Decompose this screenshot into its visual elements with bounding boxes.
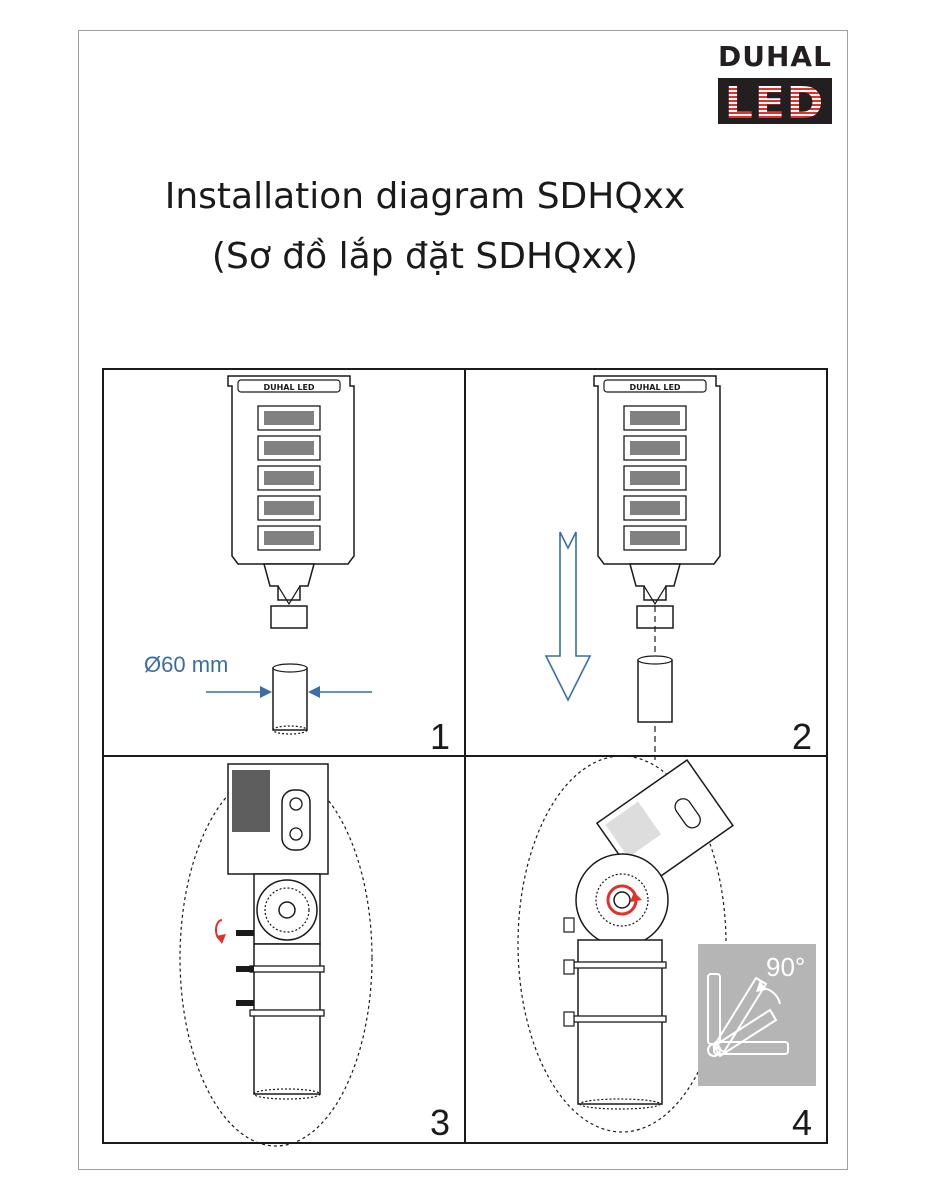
step-number-3: 3 [430,1102,451,1143]
tilt-angle-label: 90° [766,952,806,982]
pole-diameter-label: Ø60 mm [144,652,229,677]
panel-2-illustration [546,376,720,760]
svg-text:LED: LED [724,78,826,126]
step-number-4: 4 [792,1102,813,1143]
diagram-title: Installation diagram SDHQxx [164,176,686,217]
logo-top-text: DUHAL [718,40,832,73]
panel-1-illustration [206,376,372,734]
panel-3-illustration [180,764,372,1146]
panel-4-illustration [518,756,816,1132]
lamp-brand-plate-2: DUHAL LED [629,383,681,392]
step-number-1: 1 [430,716,451,757]
step-number-2: 2 [792,716,813,757]
diagram-subtitle: (Sơ đồ lắp đặt SDHQxx) [211,236,639,277]
lamp-brand-plate-1: DUHAL LED [263,383,315,392]
